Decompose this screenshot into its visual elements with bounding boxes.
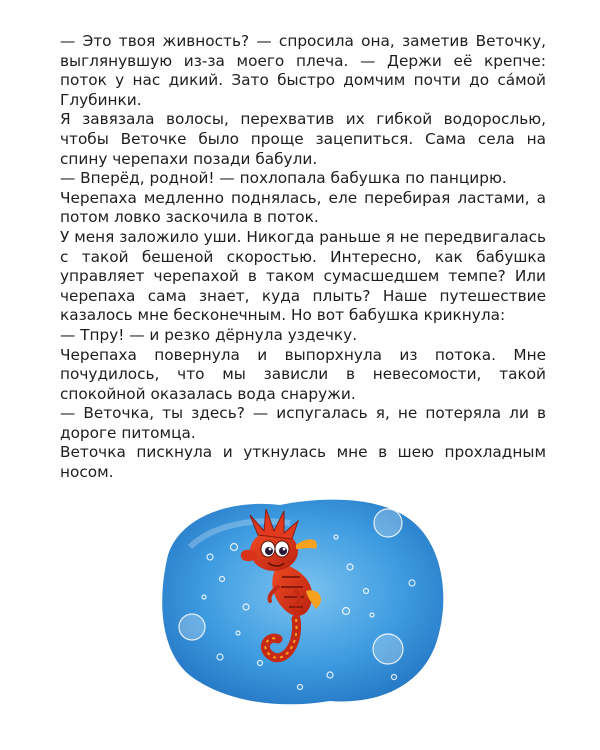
paragraph: — Веточка, ты здесь? — испугалась я, не потеряла ли в дороге питомца. [60, 404, 546, 442]
seahorse-illustration [150, 487, 460, 717]
paragraph: — Вперёд, родной! — похлопала бабушка по панцирю. [60, 169, 507, 188]
paragraph: У меня заложило уши. Никогда раньше я не передвигалась с такой бешеной скоростью. Интересно, как бабушка управляет черепахой в таком сумасшедшем темпе? Или черепаха сама знает, куда плыть? Наше путешествие казалось мне бесконечным. Но вот бабушка крикнула: [60, 227, 546, 325]
paragraph: — Это твоя живность? — спросила она, заметив Веточку, выглянувшую из-за моего плеча. — Держи её крепче: поток у нас дикий. Зато быстро домчим почти до сáмой Глубинки. [60, 32, 546, 109]
paragraph: Черепаха повернула и выпорхнула из потока. Мне почудилось, что мы зависли в невесомости, такой спокойной оказалась вода снаружи. [60, 345, 546, 403]
story-text [60, 32, 546, 483]
paragraph: Веточка пискнула и уткнулась мне в шею прохладным носом. [60, 443, 546, 482]
paragraph: — Тпру! — и резко дёрнула уздечку. [60, 325, 358, 344]
paragraph: Я завязала волосы, перехватив их гибкой водорослью, чтобы Веточке было проще зацепиться. Сама села на спину черепахи позади бабули. [60, 110, 546, 168]
paragraph: Черепаха медленно поднялась, еле перебирая ластами, а потом ловко заскочила в поток. [60, 188, 546, 227]
